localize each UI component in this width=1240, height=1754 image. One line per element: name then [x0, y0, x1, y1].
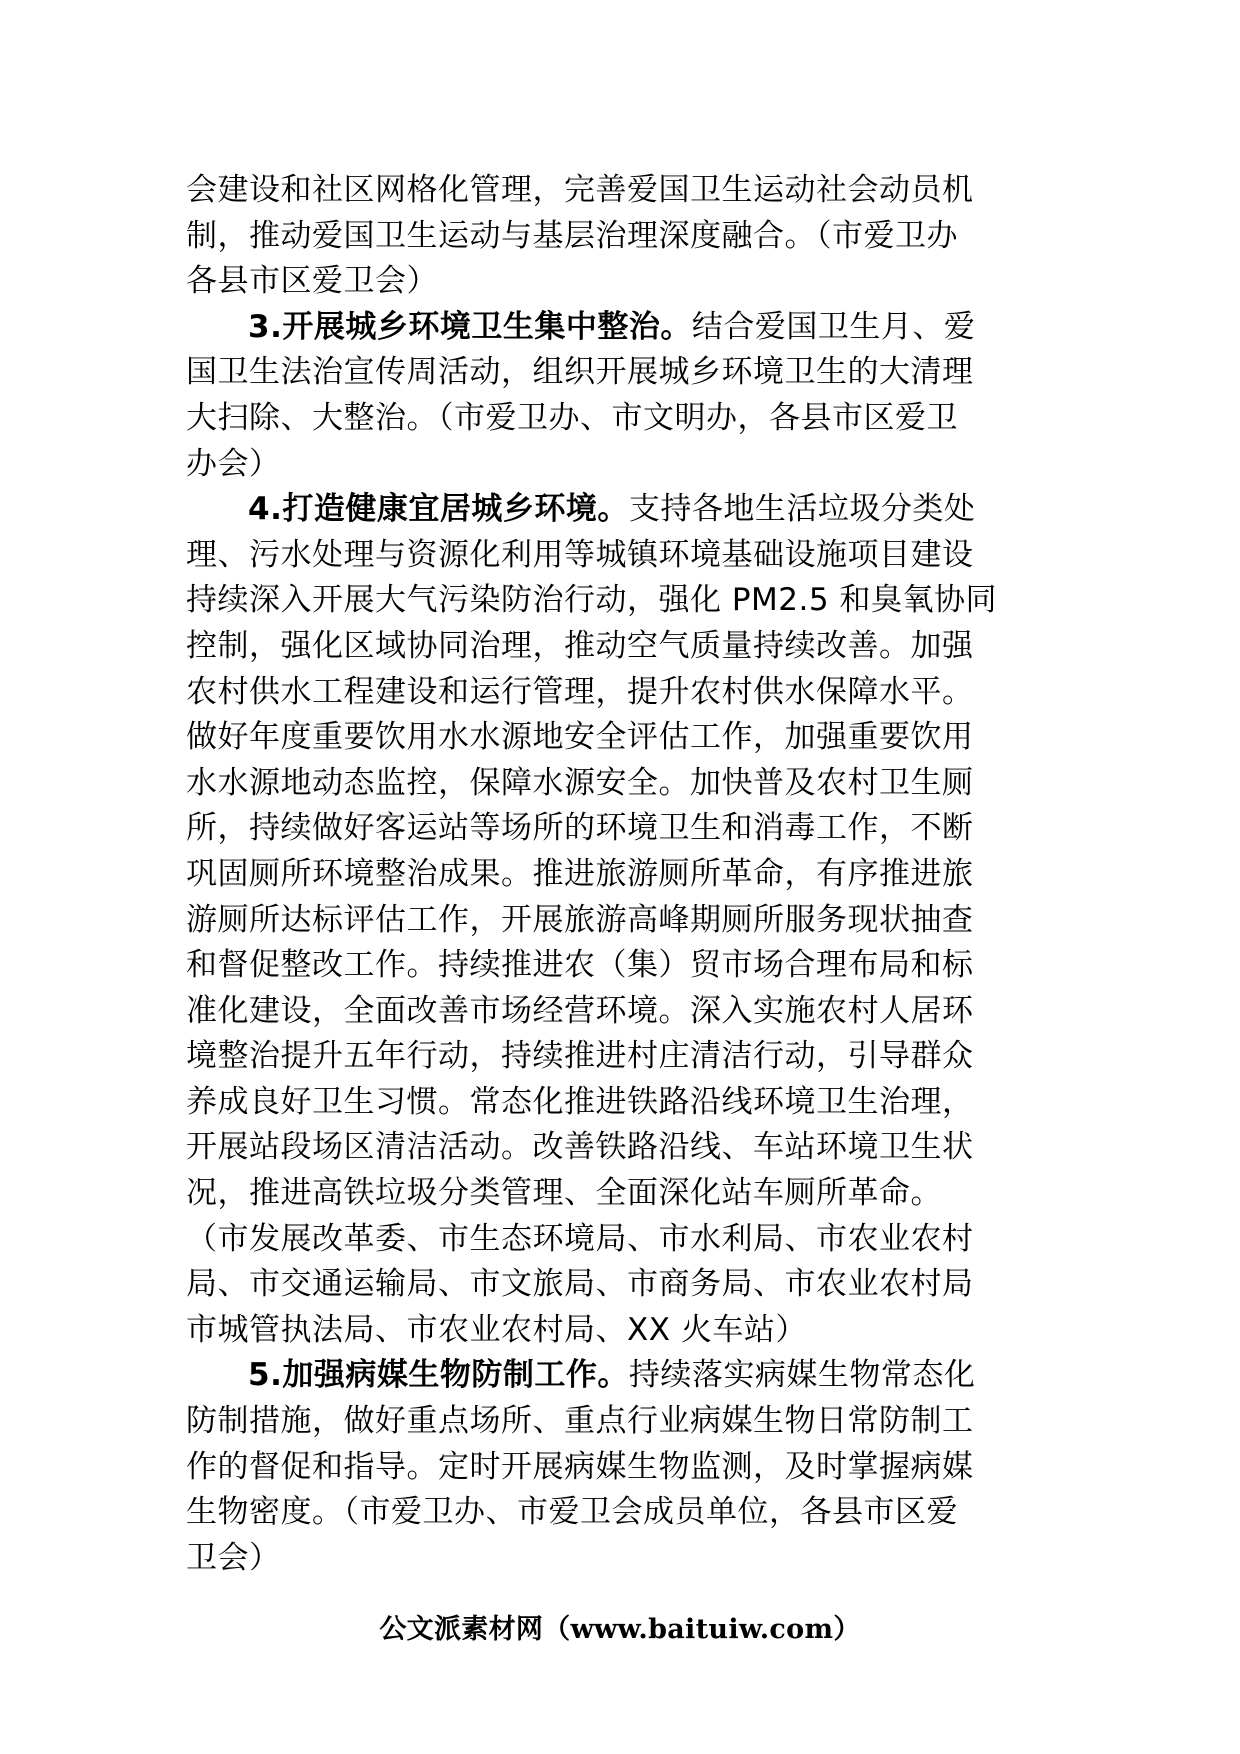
body-line: 境整治提升五年行动，持续推进村庄清洁行动，引导群众 — [186, 1038, 974, 1075]
body-line: 防制措施，做好重点场所、重点行业病媒生物日常防制工 — [186, 1403, 974, 1440]
body-line: （市发展改革委、市生态环境局、市水利局、市农业农村 — [186, 1220, 974, 1257]
body-line: 和督促整改工作。持续推进农（集）贸市场合理布局和标 — [186, 947, 974, 984]
body-line: 开展站段场区清洁活动。改善铁路沿线、车站环境卫生状 — [186, 1129, 974, 1166]
body-line: 市城管执法局、市农业农村局、XX 火车站） — [186, 1311, 807, 1348]
footer-source: 公文派素材网（www.baituiw.com） — [379, 1614, 861, 1645]
body-line: 各县市区爱卫会） — [186, 263, 438, 300]
body-line: 游厕所达标评估工作，开展旅游高峰期厕所服务现状抽查 — [186, 901, 974, 938]
item-5-first-line-text: 持续落实病媒生物常态化 — [628, 1357, 976, 1394]
body-line: 局、市交通运输局、市文旅局、市商务局、市农业农村局 — [186, 1266, 974, 1303]
item-3-first-line — [186, 305, 1058, 351]
body-line: 办会） — [186, 445, 281, 482]
body-line: 制，推动爱国卫生运动与基层治理深度融合。（市爱卫办 — [186, 217, 958, 254]
body-line: 理、污水处理与资源化利用等城镇环境基础设施项目建设 — [186, 536, 974, 573]
body-line: 生物密度。（市爱卫办、市爱卫会成员单位，各县市区爱 — [186, 1494, 958, 1531]
body-line: 养成良好卫生习惯。常态化推进铁路沿线环境卫生治理， — [186, 1083, 974, 1120]
item-4-heading: 4.打造健康宜居城乡环境。 — [248, 491, 629, 528]
item-5-first-line — [186, 1353, 1058, 1399]
body-line: 持续深入开展大气污染防治行动，强化 PM2.5 和臭氧协同 — [186, 582, 997, 619]
body-line: 控制，强化区域协同治理，推动空气质量持续改善。加强 — [186, 627, 974, 664]
body-line: 所，持续做好客运站等场所的环境卫生和消毒工作，不断 — [186, 810, 974, 847]
body-line: 国卫生法治宣传周活动，组织开展城乡环境卫生的大清理 — [186, 354, 974, 391]
item-4-paragraph — [186, 487, 1058, 1353]
item-3-heading: 3.开展城乡环境卫生集中整治。 — [248, 308, 692, 345]
body-line: 水水源地动态监控，保障水源安全。加快普及农村卫生厕 — [186, 764, 974, 801]
body-line: 农村供水工程建设和运行管理，提升农村供水保障水平。 — [186, 673, 974, 710]
item-4-first-line — [186, 487, 1058, 533]
body-line: 大扫除、大整治。（市爱卫办、市文明办，各县市区爱卫 — [186, 399, 958, 436]
item-5-paragraph — [186, 1353, 1058, 1581]
body-line: 做好年度重要饮用水水源地安全评估工作，加强重要饮用 — [186, 719, 974, 756]
body-line: 准化建设，全面改善市场经营环境。深入实施农村人居环 — [186, 992, 974, 1029]
body-line: 况，推进高铁垃圾分类管理、全面深化站车厕所革命。 — [186, 1175, 942, 1212]
item-3-paragraph — [186, 305, 1058, 487]
item-5-heading: 5.加强病媒生物防制工作。 — [248, 1357, 629, 1394]
body-line: 作的督促和指导。定时开展病媒生物监测，及时掌握病媒 — [186, 1448, 974, 1485]
item-3-first-line-text: 结合爱国卫生月、爱 — [691, 308, 976, 345]
item-4-first-line-text: 支持各地生活垃圾分类处 — [628, 491, 976, 528]
body-line: 会建设和社区网格化管理，完善爱国卫生运动社会动员机 — [186, 172, 974, 208]
body-line: 卫会） — [186, 1539, 281, 1576]
body-line: 巩固厕所环境整治成果。推进旅游厕所革命，有序推进旅 — [186, 855, 974, 892]
document-body — [186, 168, 1058, 1581]
